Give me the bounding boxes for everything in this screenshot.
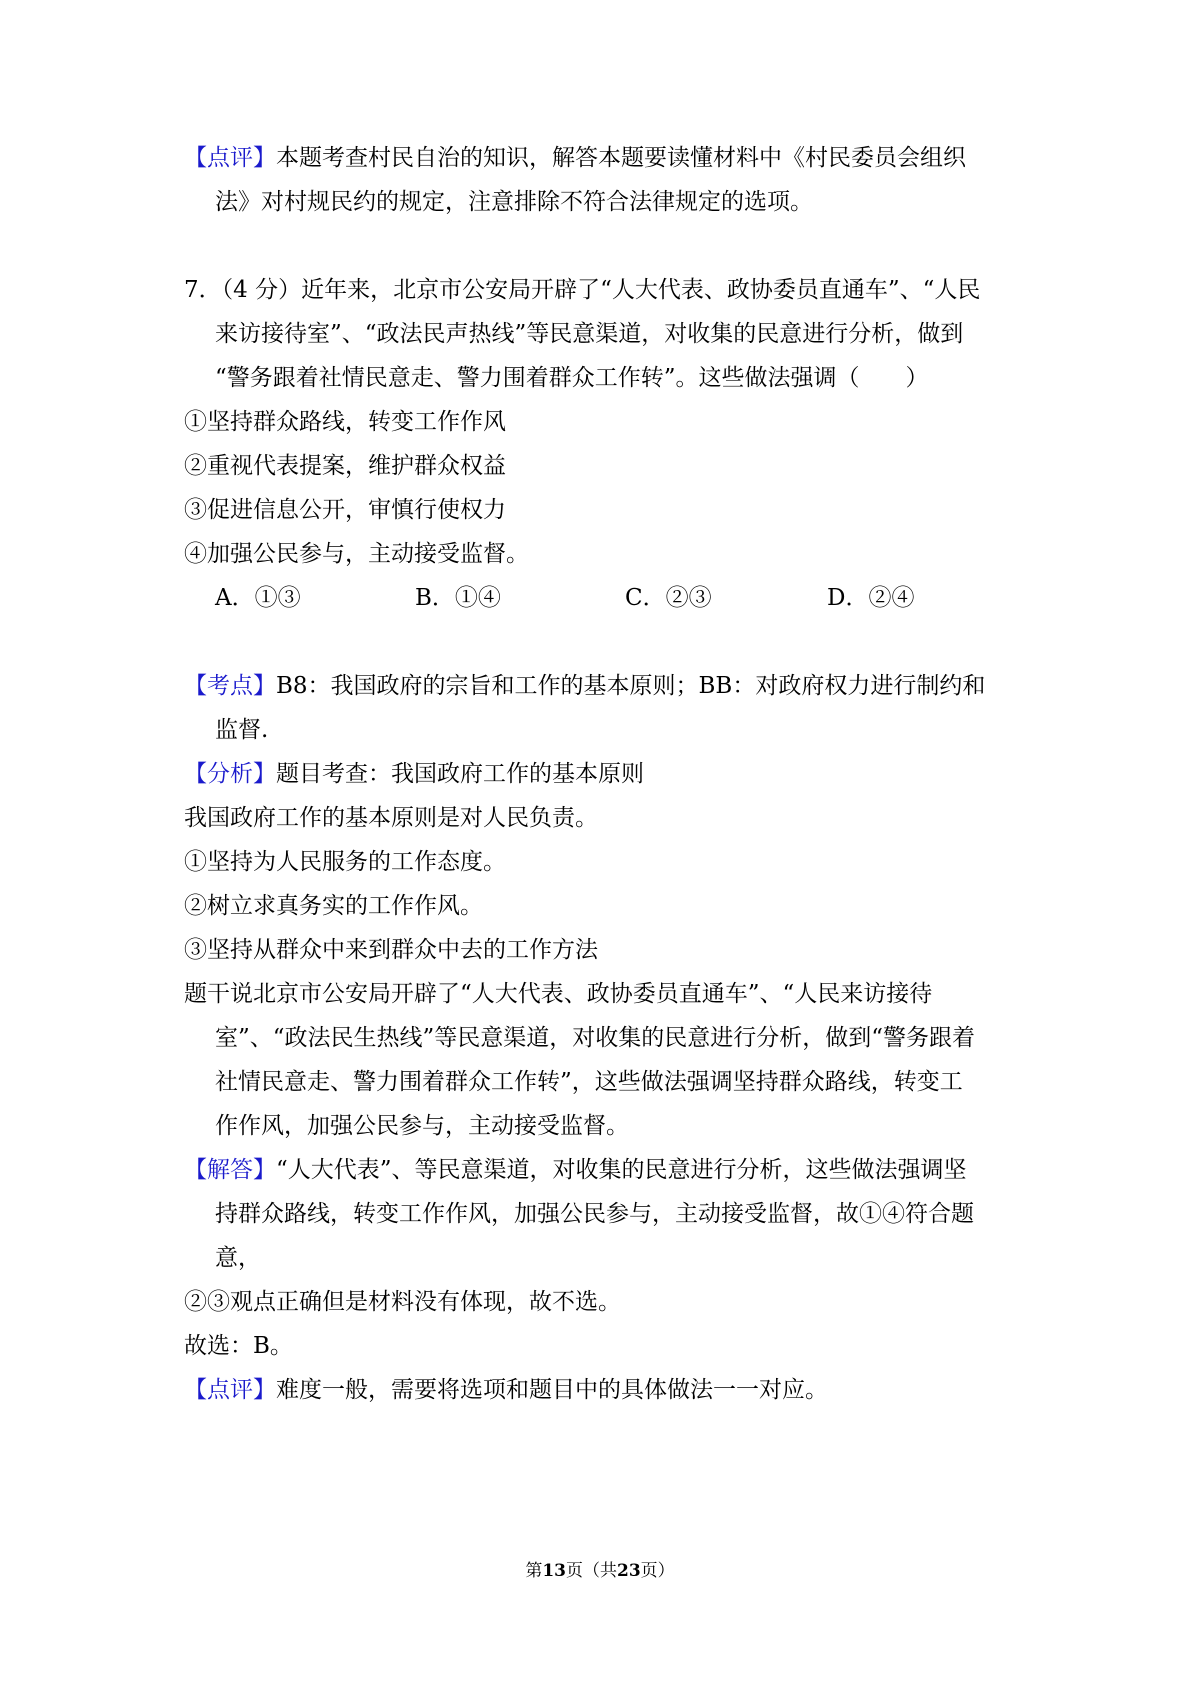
review1-line2: 法》对村规民约的规定，注意排除不符合法律规定的选项。 xyxy=(215,189,813,215)
question-line1: 7．（4 分）近年来，北京市公安局开辟了“人大代表、政协委员直通车”、“人民 xyxy=(184,277,981,303)
jieda-line2: 持群众路线，转变工作作风，加强公民参与，主动接受监督，故①④符合题 xyxy=(215,1201,974,1227)
option-b: B．①④ xyxy=(415,585,501,611)
jieda-tag: 【解答】 xyxy=(184,1157,276,1183)
option-c: C．②③ xyxy=(625,585,712,611)
jieda-line3: 意， xyxy=(215,1245,261,1271)
fenxi-line7: 室”、“政法民生热线”等民意渠道，对收集的民意进行分析，做到“警务跟着 xyxy=(215,1025,976,1051)
kaodian-tag: 【考点】 xyxy=(184,673,276,699)
kaodian-line1: 【考点】B8：我国政府的宗旨和工作的基本原则；BB：对政府权力进行制约和 xyxy=(184,673,986,699)
option-a: A．①③ xyxy=(215,585,301,611)
fenxi-line1: 【分析】题目考查：我国政府工作的基本原则 xyxy=(184,761,644,787)
fenxi-line9: 作作风，加强公民参与，主动接受监督。 xyxy=(215,1113,629,1139)
jieda-line4: ②③观点正确但是材料没有体现，故不选。 xyxy=(184,1289,621,1315)
page-footer: 第13页（共23页） xyxy=(525,1561,675,1581)
fenxi-line3: ①坚持为人民服务的工作态度。 xyxy=(184,849,506,875)
fenxi-line2: 我国政府工作的基本原则是对人民负责。 xyxy=(184,805,598,831)
fenxi-line4: ②树立求真务实的工作作风。 xyxy=(184,893,483,919)
review1-line1: 【点评】本题考查村民自治的知识，解答本题要读懂材料中《村民委员会组织 xyxy=(184,145,966,171)
review2-tag: 【点评】 xyxy=(184,1377,276,1403)
option-d: D．②④ xyxy=(827,585,915,611)
statement-1: ①坚持群众路线，转变工作作风 xyxy=(184,409,506,435)
jieda-line5: 故选：B。 xyxy=(184,1333,293,1359)
fenxi-tag: 【分析】 xyxy=(184,761,276,787)
fenxi-line6: 题干说北京市公安局开辟了“人大代表、政协委员直通车”、“人民来访接待 xyxy=(184,981,933,1007)
statement-2: ②重视代表提案，维护群众权益 xyxy=(184,453,506,479)
current-page-number: 13 xyxy=(542,1561,566,1581)
review2-line1: 【点评】难度一般，需要将选项和题目中的具体做法一一对应。 xyxy=(184,1377,828,1403)
answer-options xyxy=(215,583,1035,613)
question-line2: 来访接待室”、“政法民声热线”等民意渠道，对收集的民意进行分析，做到 xyxy=(215,321,964,347)
fenxi-line5: ③坚持从群众中来到群众中去的工作方法 xyxy=(184,937,598,963)
review1-tag: 【点评】 xyxy=(184,145,276,171)
jieda-line1: 【解答】“人大代表”、等民意渠道，对收集的民意进行分析，这些做法强调坚 xyxy=(184,1157,967,1183)
statement-4: ④加强公民参与，主动接受监督。 xyxy=(184,541,529,567)
fenxi-line8: 社情民意走、警力围着群众工作转”，这些做法强调坚持群众路线，转变工 xyxy=(215,1069,963,1095)
statement-3: ③促进信息公开，审慎行使权力 xyxy=(184,497,506,523)
kaodian-line2: 监督. xyxy=(215,717,269,743)
total-page-number: 23 xyxy=(617,1561,641,1581)
question-line3: “警务跟着社情民意走、警力围着群众工作转”。这些做法强调（ ） xyxy=(215,365,929,391)
